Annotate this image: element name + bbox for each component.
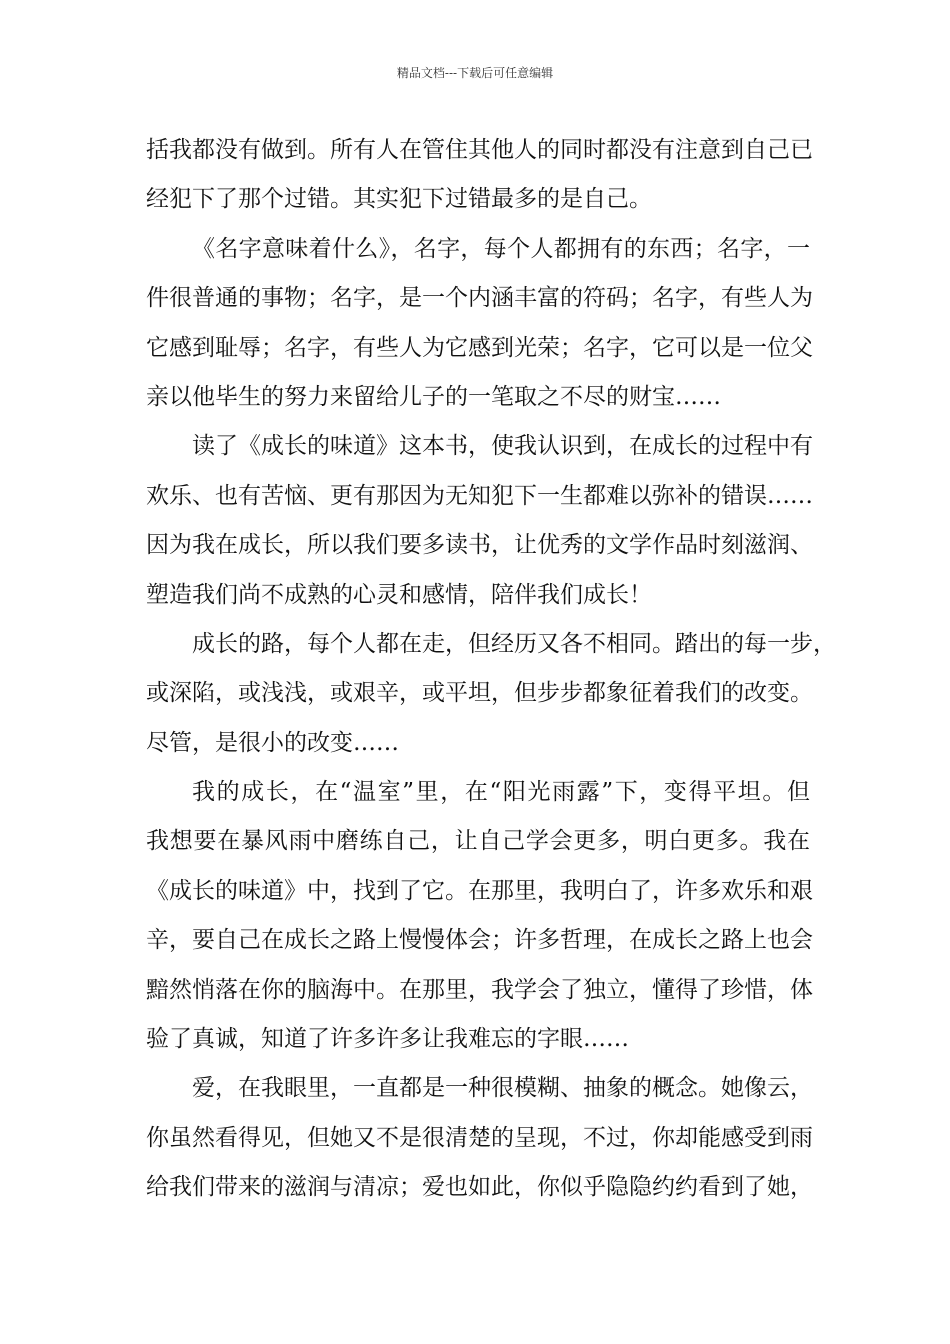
paragraph-5 — [146, 768, 813, 1064]
paragraph-6 — [146, 1064, 813, 1212]
text-line: 件很普通的事物；名字，是一个内涵丰富的符码；名字，有些人为 — [146, 285, 813, 312]
text-line: 你虽然看得见，但她又不是很清楚的呈现，不过，你却能感受到雨 — [146, 1124, 813, 1151]
text-line: 《名字意味着什么》，名字，每个人都拥有的东西；名字，一 — [192, 235, 810, 262]
text-line: 塑造我们尚不成熟的心灵和感情，陪伴我们成长！ — [146, 581, 652, 608]
text-line: 尽管，是很小的改变…… — [146, 729, 399, 756]
page-header: 精品文档---下载后可任意编辑 — [396, 66, 554, 80]
text-line: 亲以他毕生的努力来留给儿子的一笔取之不尽的财宝…… — [146, 383, 721, 410]
paragraph-3 — [146, 422, 813, 620]
text-line: 它感到耻辱；名字，有些人为它感到光荣；名字，它可以是一位父 — [146, 334, 813, 361]
text-line: 黯然悄落在你的脑海中。在那里，我学会了独立，懂得了珍惜，体 — [146, 976, 813, 1003]
paragraph-4 — [146, 620, 836, 768]
paragraph-2 — [146, 225, 813, 423]
text-line: 欢乐、也有苦恼、更有那因为无知犯下一生都难以弥补的错误…… — [146, 482, 813, 509]
text-line: 给我们带来的滋润与清凉；爱也如此，你似乎隐隐约约看到了她， — [146, 1174, 813, 1201]
text-line: 《成长的味道》中，找到了它。在那里，我明白了，许多欢乐和艰 — [146, 877, 813, 904]
text-line: 或深陷，或浅浅，或艰辛，或平坦，但步步都象征着我们的改变。 — [146, 680, 813, 707]
document-body — [146, 126, 836, 1213]
text-line: 我想要在暴风雨中磨练自己，让自己学会更多，明白更多。我在 — [146, 828, 810, 855]
text-line: 括我都没有做到。所有人在管住其他人的同时都没有注意到自己已 — [146, 137, 813, 163]
text-line: 成长的路，每个人都在走，但经历又各不相同。踏出的每一步， — [192, 630, 836, 657]
paragraph-1 — [146, 126, 813, 225]
text-line: 因为我在成长，所以我们要多读书，让优秀的文学作品时刻滋润、 — [146, 532, 813, 559]
text-line: 读了《成长的味道》这本书，使我认识到，在成长的过程中有 — [192, 433, 813, 460]
text-line: 辛，要自己在成长之路上慢慢体会；许多哲理，在成长之路上也会 — [146, 927, 813, 954]
text-line: 验了真诚，知道了许多许多让我难忘的字眼…… — [146, 1026, 629, 1053]
text-line: 爱，在我眼里，一直都是一种很模糊、抽象的概念。她像云， — [192, 1075, 813, 1102]
text-line: 经犯下了那个过错。其实犯下过错最多的是自己。 — [146, 186, 652, 213]
text-line: 我的成长，在“温室”里，在“阳光雨露”下，变得平坦。但 — [192, 779, 810, 806]
